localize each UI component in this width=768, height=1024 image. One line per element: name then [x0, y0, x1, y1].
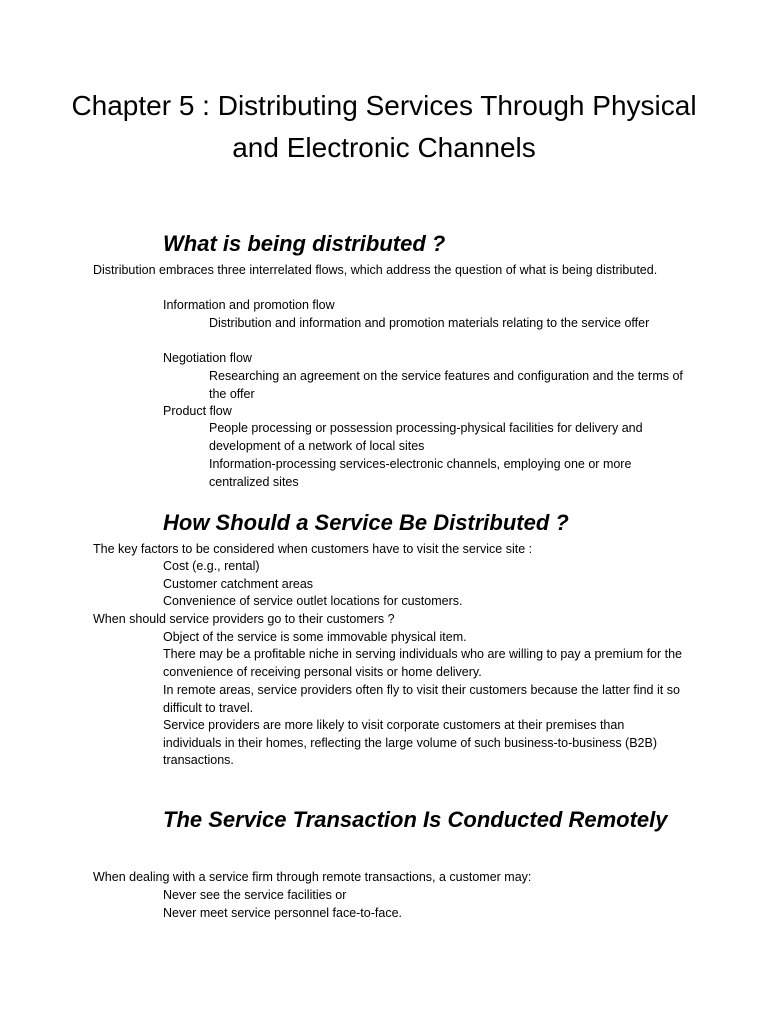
section-intro-paragraph: When dealing with a service firm through remote transactions, a customer may:: [93, 870, 532, 884]
list-item: Never meet service personnel face-to-face.: [163, 906, 402, 920]
list-item: There may be a profitable niche in serving individuals who are willing to pay a premium for the convenience of receiving personal visits or home delivery.: [163, 647, 683, 679]
section-intro-paragraph: Distribution embraces three interrelated flows, which address the question of what is being distributed.: [93, 263, 658, 277]
list-item-sub-description: People processing or possession processing-physical facilities for delivery and development of a network of local sites: [209, 421, 643, 453]
section-heading-how-distributed: How Should a Service Be Distributed ?: [163, 510, 569, 535]
page-title: Chapter 5 : Distributing Services Through Physical and Electronic Channels: [71, 90, 697, 163]
section-heading-what-is-distributed: What is being distributed ?: [163, 231, 446, 256]
list-item-information-promotion-flow: Information and promotion flow: [163, 298, 335, 312]
list-item: Customer catchment areas: [163, 577, 314, 591]
question-line: When should service providers go to their customers ?: [93, 612, 395, 626]
list-item-product-flow: Product flow: [163, 404, 232, 418]
list-item: Service providers are more likely to visit corporate customers at their premises than individuals in their homes, reflecting the large volume of such business-to-business (B2B) transactions.: [163, 718, 657, 768]
list-item-sub-description: Researching an agreement on the service features and configuration and the terms of the offer: [209, 369, 683, 401]
list-item: Convenience of service outlet locations for customers.: [163, 594, 463, 608]
list-item: Object of the service is some immovable physical item.: [163, 630, 467, 644]
section-intro-paragraph: The key factors to be considered when customers have to visit the service site :: [93, 542, 533, 556]
list-item: Cost (e.g., rental): [163, 559, 260, 573]
list-item: Never see the service facilities or: [163, 888, 347, 902]
section-heading-remote-transaction: The Service Transaction Is Conducted Remotely: [163, 807, 668, 832]
list-item: In remote areas, service providers often fly to visit their customers because the latter find it so difficult to travel.: [163, 683, 680, 715]
list-item-negotiation-flow: Negotiation flow: [163, 351, 252, 365]
list-item-sub-description: Distribution and information and promotion materials relating to the service offer: [209, 316, 650, 330]
list-item-sub-description: Information-processing services-electronic channels, employing one or more centralized sites: [209, 457, 632, 489]
